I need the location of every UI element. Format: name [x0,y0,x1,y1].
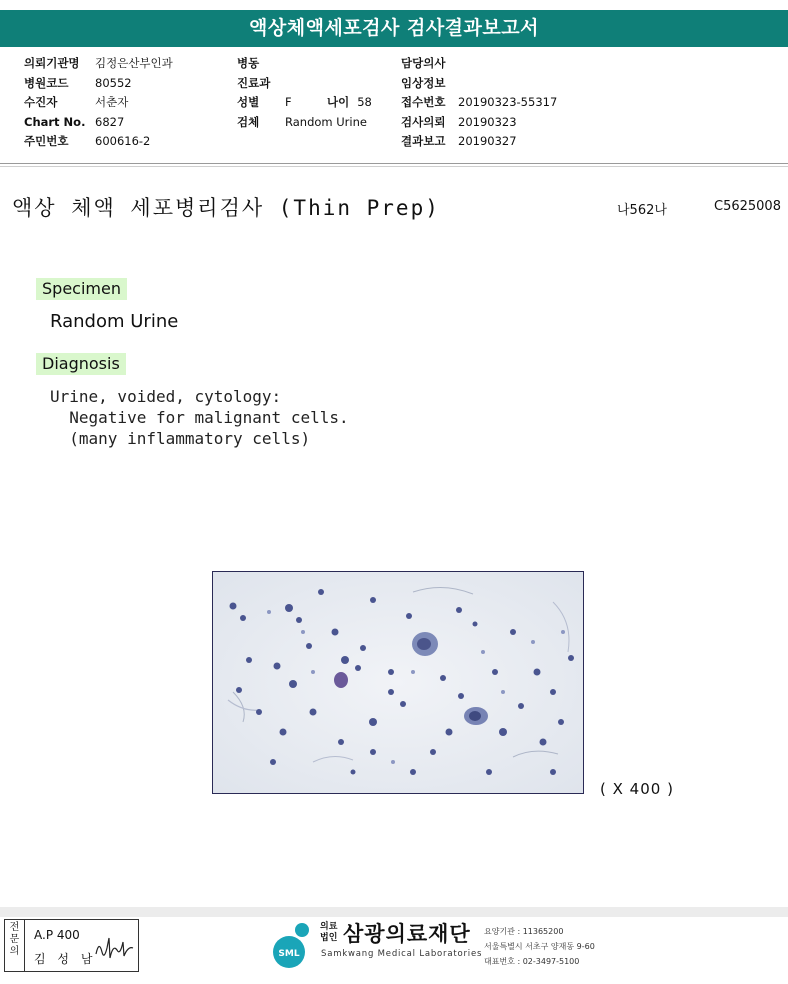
info-label: 의뢰기관명 [24,56,80,70]
specimen-label: Specimen [36,278,127,300]
info-value: 김정은산부인과 [95,56,173,70]
info-value: 서춘자 [95,95,129,109]
info-label: Chart No. [24,114,86,129]
info-label: 검체 [237,114,260,129]
magnification-label: ( X 400 ) [600,780,674,798]
age-label: 나이 [327,95,350,109]
info-label: 주민번호 [24,134,69,148]
info-row [401,74,557,94]
info-label: 병원코드 [24,75,69,90]
info-value: 600616-2 [95,134,151,148]
info-value: 6827 [95,114,125,129]
sml-logo-text: SML [278,949,300,959]
info-row [401,54,557,74]
diagnosis-label: Diagnosis [36,353,126,375]
info-label: 임상정보 [401,75,446,90]
specialist-tag: 전문의 [5,920,25,971]
info-value: 20190323 [458,114,517,129]
info-value: F [285,95,292,109]
info-value: Random Urine [285,114,367,129]
info-label: 검사의뢰 [401,114,446,129]
divider [0,166,788,167]
info-value: 80552 [95,75,132,90]
diagnosis-text [50,386,349,449]
info-row [237,93,372,113]
info-label: 결과보고 [401,134,446,148]
info-label: 병동 [237,56,260,70]
info-label: 진료과 [237,75,271,90]
pathologist-signature-box [4,919,139,972]
corp-name: 삼광의료재단 [343,922,471,946]
corp-tag-line: 의료 [320,922,338,932]
sml-logo-icon [272,922,318,970]
info-row [24,93,173,113]
specimen-value: Random Urine [50,311,179,332]
info-row [24,54,173,74]
info-row [237,113,372,133]
info-row [24,132,173,152]
diagnosis-line: Urine, voided, cytology: [50,387,282,406]
handwritten-signature [93,934,137,962]
info-label: 수진자 [24,95,58,109]
age-value: 58 [357,95,372,109]
footer-divider [0,907,788,917]
info-row [24,74,173,94]
info-label: 성별 [237,95,260,109]
pathologist-code: A.P 400 [34,928,80,942]
report-code: 나562나 [617,203,667,218]
info-row [401,132,557,152]
info-row [401,93,557,113]
report-title: 액상 체액 세포병리검사 (Thin Prep) [12,196,440,220]
report-header-title: 액상체액세포검사 검사결과보고서 [0,10,788,47]
info-row [237,54,372,74]
pathologist-name: 김 성 남 [34,952,97,966]
report-code: C5625008 [714,199,781,214]
corp-type-tag [320,922,337,944]
corp-tag-line: 법인 [320,933,338,943]
info-column-institution [24,54,173,152]
corp-name-en: Samkwang Medical Laboratories [321,949,483,959]
info-column-ward [237,54,372,132]
info-row [237,74,372,94]
corp-info-line: 대표번호 : 02-3497-5100 [484,957,580,966]
info-label: 담당의사 [401,56,446,70]
corp-contact-info [484,924,595,969]
info-row [401,113,557,133]
corp-info-line: 서울특별시 서초구 양재동 9-60 [484,942,595,951]
corp-info-line: 요양기관 : 11365200 [484,927,564,936]
info-label: 접수번호 [401,95,446,109]
diagnosis-line: (many inflammatory cells) [50,429,311,448]
info-row [24,113,173,133]
diagnosis-line: Negative for malignant cells. [50,408,349,427]
info-column-physician [401,54,557,152]
cell-smear-illustration [213,572,583,793]
divider [0,163,788,164]
info-value: 20190327 [458,134,517,148]
microscopy-image [212,571,584,794]
info-value: 20190323-55317 [458,95,558,109]
